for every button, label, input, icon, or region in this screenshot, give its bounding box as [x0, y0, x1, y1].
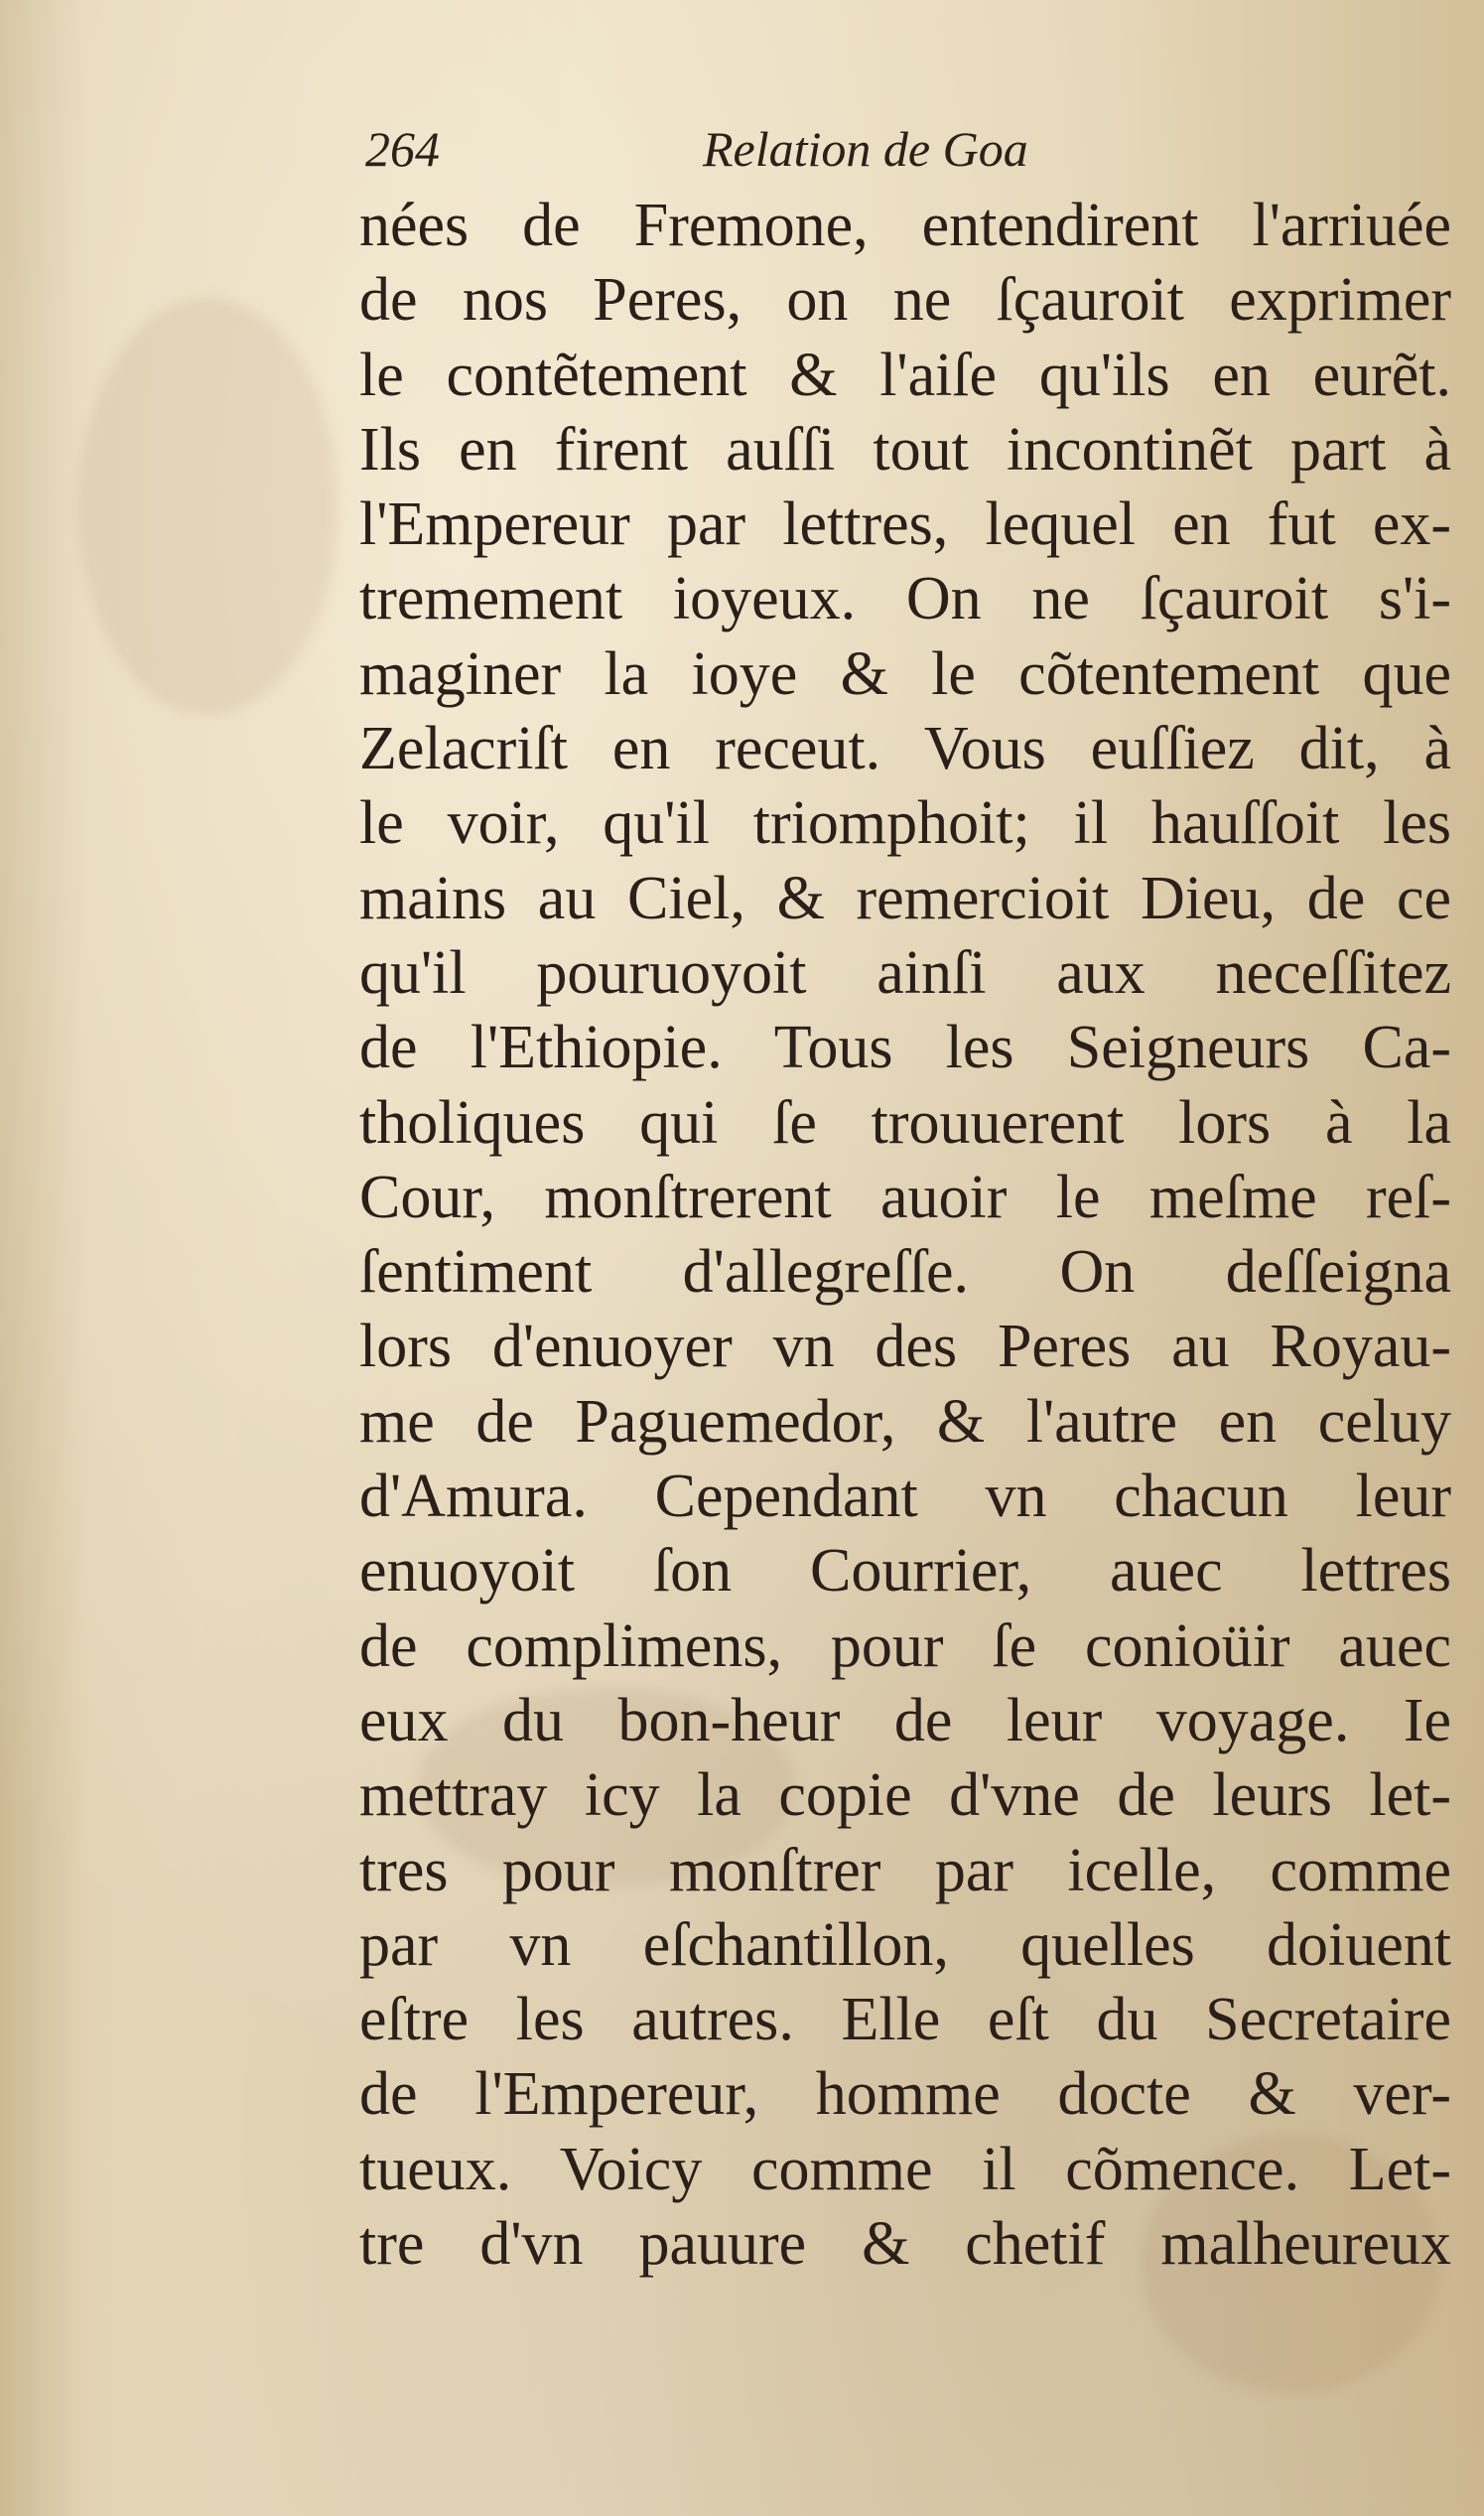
text-line: me de Paguemedor, & l'autre en celuy: [359, 1387, 1451, 1456]
text-line: lors d'enuoyer vn des Peres au Royau-: [359, 1313, 1451, 1381]
text-line: maginer la ioye & le cõtentement que: [359, 639, 1451, 708]
text-line: Zelacriſt en receut. Vous euſſiez dit, à: [359, 715, 1451, 783]
text-line: qu'il pouruoyoit ainſi aux neceſſitez: [359, 938, 1451, 1007]
text-line: tholiques qui ſe trouuerent lors à la: [359, 1088, 1451, 1157]
text-line: Cour, monſtrerent auoir le meſme reſ-: [359, 1163, 1451, 1231]
text-line: Ils en firent auſſi tout incontinẽt part à: [359, 415, 1451, 484]
text-line: nées de Fremone, entendirent l'arriuée: [359, 192, 1451, 259]
text-line: eux du bon-heur de leur voyage. Ie: [359, 1686, 1451, 1754]
body-text: [359, 189, 1451, 2282]
text-line: de nos Peres, on ne ſçauroit exprimer: [359, 266, 1451, 335]
text-line: enuoyoit ſon Courrier, auec lettres: [359, 1537, 1451, 1606]
text-line: de l'Ethiopie. Tous les Seigneurs Ca-: [359, 1014, 1451, 1082]
text-line: de l'Empereur, homme docte & ver-: [359, 2060, 1451, 2129]
text-line: tres pour monſtrer par icelle, comme: [359, 1836, 1451, 1904]
text-line: par vn eſchantillon, quelles doiuent: [359, 1910, 1451, 1979]
text-line: l'Empereur par lettres, lequel en fut ex-: [359, 490, 1451, 559]
text-line: tremement ioyeux. On ne ſçauroit s'i-: [359, 565, 1451, 633]
text-line: le voir, qu'il triomphoit; il hauſſoit les: [359, 789, 1451, 858]
page-number: 264: [365, 121, 440, 177]
running-title: Relation de Goa: [703, 121, 1028, 177]
text-line: mains au Ciel, & remercioit Dieu, de ce: [359, 864, 1451, 932]
text-line: tueux. Voicy comme il cõmence. Let-: [359, 2135, 1451, 2203]
text-line: ſentiment d'allegreſſe. On deſſeigna: [359, 1238, 1451, 1307]
text-line: d'Amura. Cependant vn chacun leur: [359, 1463, 1451, 1531]
running-header: [365, 109, 1437, 189]
paper-stain: [79, 298, 337, 715]
text-line: le contẽtement & l'aiſe qu'ils en eurẽt.: [359, 341, 1451, 409]
text-line: mettray icy la copie d'vne de leurs let-: [359, 1761, 1451, 1830]
text-line: de complimens, pour ſe conioüir auec: [359, 1611, 1451, 1680]
text-line: tre d'vn pauure & chetif malheureux: [359, 2210, 1451, 2279]
text-line: eſtre les autres. Elle eſt du Secretaire: [359, 1986, 1451, 2054]
